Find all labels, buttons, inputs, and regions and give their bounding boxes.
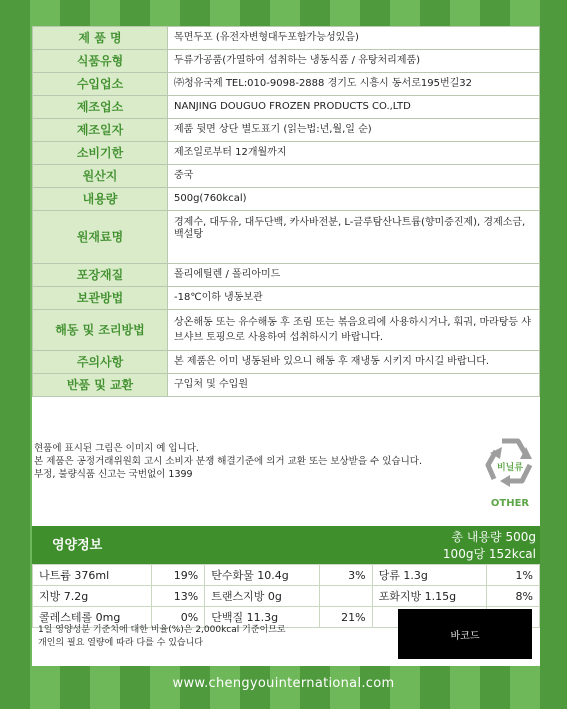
notes bbox=[34, 442, 474, 481]
row-label: 제조일자 bbox=[33, 119, 168, 142]
row-value: ㈜청유국제 TEL:010-9098-2888 경기도 시흥시 동서로195번길32 bbox=[168, 73, 540, 96]
row-value: 구입처 및 수입원 bbox=[168, 374, 540, 397]
row-value: 경제수, 대두유, 대두단백, 카사바전분, L-글루탐산나트륨(향미증진제), 경제소금, 백설탕 bbox=[168, 211, 540, 264]
info-row bbox=[33, 165, 540, 188]
nutrient-percent: 3% bbox=[319, 565, 372, 586]
nutrition-title: 영양정보 bbox=[52, 538, 103, 553]
info-row bbox=[33, 96, 540, 119]
nutrient-percent: 13% bbox=[152, 586, 205, 607]
nutrient: 포화지방 1.15g bbox=[372, 586, 486, 607]
info-row bbox=[33, 73, 540, 96]
row-value: 중국 bbox=[168, 165, 540, 188]
info-row bbox=[33, 119, 540, 142]
nutrient-percent: 8% bbox=[487, 586, 540, 607]
nutrient-percent: 1% bbox=[487, 565, 540, 586]
note-line: 부정, 불량식품 신고는 국번없이 1399 bbox=[34, 469, 193, 480]
recycle-label: 비닐류 bbox=[496, 463, 524, 473]
row-label: 소비기한 bbox=[33, 142, 168, 165]
row-label: 제조업소 bbox=[33, 96, 168, 119]
nutrition-per: 100g당 152kcal bbox=[442, 547, 536, 561]
nutrition-row bbox=[33, 565, 540, 586]
row-label: 원재료명 bbox=[33, 211, 168, 264]
info-row bbox=[33, 188, 540, 211]
row-value: 제품 뒷면 상단 별도표기 (읽는법:년,월,일 순) bbox=[168, 119, 540, 142]
nutrition-header bbox=[32, 526, 540, 564]
row-label: 보관방법 bbox=[33, 287, 168, 310]
row-label: 주의사항 bbox=[33, 351, 168, 374]
info-row bbox=[33, 50, 540, 73]
row-label: 반품 및 교환 bbox=[33, 374, 168, 397]
barcode-label: 바코드 bbox=[450, 630, 480, 642]
nutrient: 트랜스지방 0g bbox=[205, 586, 319, 607]
row-label: 식품유형 bbox=[33, 50, 168, 73]
note-line: 본 제품은 공정거래위원회 고시 소비자 분쟁 해결기준에 의거 교환 또는 보상받을 수 있습니다. bbox=[34, 456, 422, 467]
recycle-icon bbox=[482, 431, 538, 515]
label-panel bbox=[32, 26, 540, 666]
row-label: 내용량 bbox=[33, 188, 168, 211]
info-row bbox=[33, 211, 540, 264]
nutrient-percent: 0% bbox=[152, 607, 205, 628]
row-label: 제 품 명 bbox=[33, 27, 168, 50]
info-row bbox=[33, 287, 540, 310]
nutrient-percent: 21% bbox=[319, 607, 372, 628]
info-row bbox=[33, 310, 540, 351]
footnote-line: 1일 영양성분 기준치에 대한 비율(%)은 2,000kcal 기준이므로 bbox=[38, 625, 286, 635]
recycle-sub: OTHER bbox=[490, 498, 530, 509]
website-url: www.chengyouinternational.com bbox=[172, 676, 395, 691]
nutrient-percent: 19% bbox=[152, 565, 205, 586]
nutrient: 콜레스테롤 0mg bbox=[33, 607, 152, 628]
recycle-mark bbox=[482, 431, 538, 515]
row-value: 본 제품은 이미 냉동된바 있으니 해동 후 재냉동 시키지 마시길 바랍니다. bbox=[168, 351, 540, 374]
row-value: 500g(760kcal) bbox=[168, 188, 540, 211]
nutrient: 나트륨 376ml bbox=[33, 565, 152, 586]
barcode bbox=[398, 609, 532, 659]
nutrition-total: 총 내용량 500g bbox=[451, 530, 536, 544]
info-row bbox=[33, 374, 540, 397]
info-row bbox=[33, 264, 540, 287]
info-row bbox=[33, 351, 540, 374]
product-info-table bbox=[32, 26, 540, 397]
row-label: 원산지 bbox=[33, 165, 168, 188]
row-label: 해동 및 조리방법 bbox=[33, 310, 168, 351]
nutrient: 당류 1.3g bbox=[372, 565, 486, 586]
row-value: 폴리에틸렌 / 폴리아미드 bbox=[168, 264, 540, 287]
row-value: 목면두포 (유전자변형대두포함가능성있음) bbox=[168, 27, 540, 50]
row-value: 두류가공품(가열하여 섭취하는 냉동식품 / 유탕처리제품) bbox=[168, 50, 540, 73]
nutrition-row bbox=[33, 586, 540, 607]
info-row bbox=[33, 27, 540, 50]
nutrient: 탄수화물 10.4g bbox=[205, 565, 319, 586]
nutrient-percent bbox=[319, 586, 372, 607]
row-value: -18℃이하 냉동보관 bbox=[168, 287, 540, 310]
row-value: 상온해동 또는 유수해동 후 조림 또는 볶음요리에 사용하시거나, 훠궈, 마라탕등 샤브샤브 토핑으로 사용하여 섭취하시기 바랍니다. bbox=[168, 310, 540, 351]
footnote-line: 개인의 필요 열량에 따라 다를 수 있습니다 bbox=[38, 638, 203, 648]
nutrient: 지방 7.2g bbox=[33, 586, 152, 607]
row-value: NANJING DOUGUO FROZEN PRODUCTS CO.,LTD bbox=[168, 96, 540, 119]
nutrition-footnote bbox=[38, 624, 378, 650]
row-label: 수입업소 bbox=[33, 73, 168, 96]
info-row bbox=[33, 142, 540, 165]
note-line: 현품에 표시된 그림은 이미지 예 입니다. bbox=[34, 443, 199, 454]
row-value: 제조일로부터 12개월까지 bbox=[168, 142, 540, 165]
row-label: 포장재질 bbox=[33, 264, 168, 287]
nutrient: 단백질 11.3g bbox=[205, 607, 319, 628]
